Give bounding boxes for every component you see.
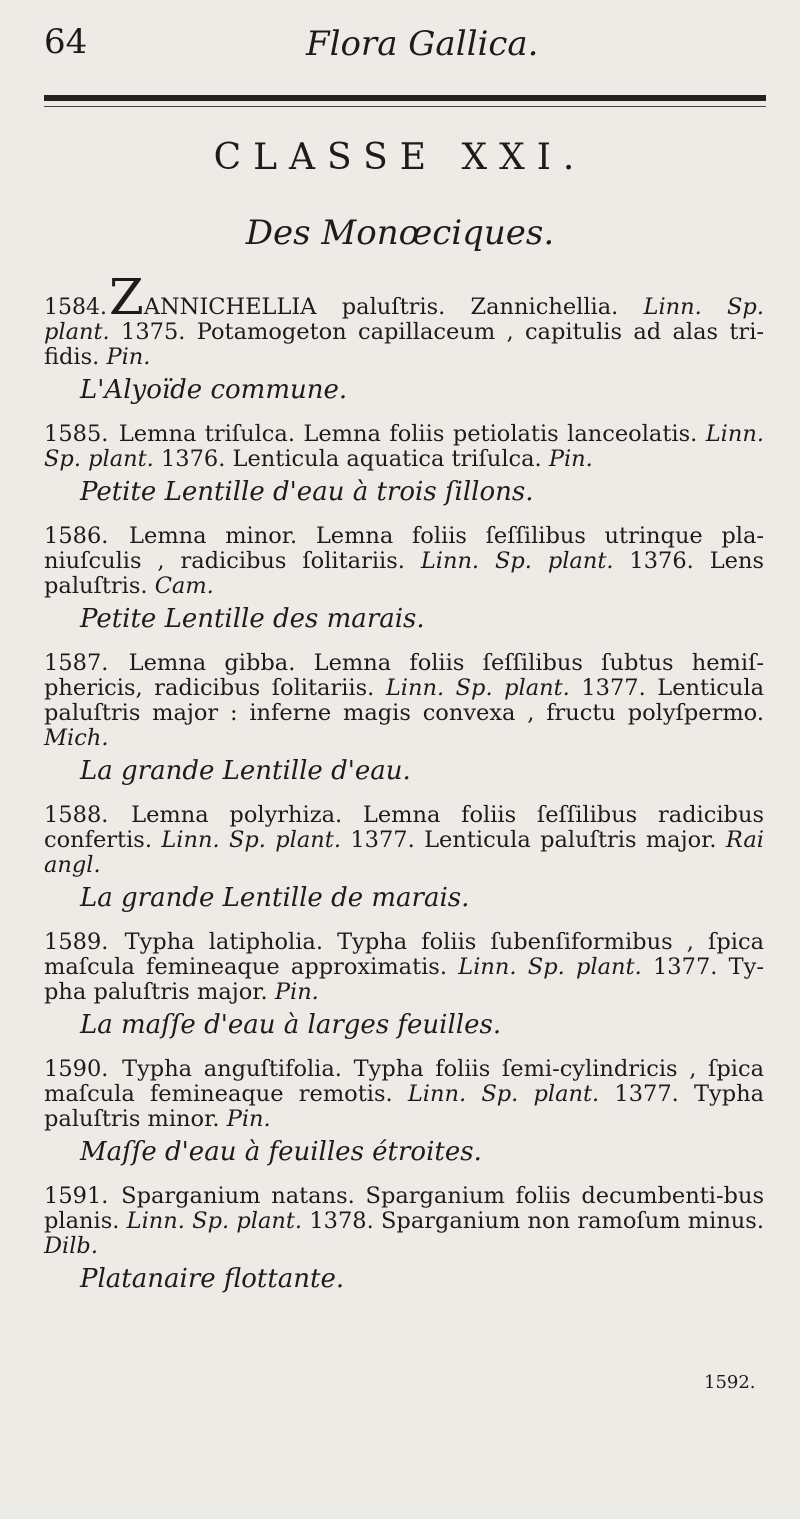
entry-text: Lemna minor. Lemna foliis ſeſſilibus utrinque pla-niuſculis , radicibus ſolitariis.	[44, 523, 764, 574]
french-name: L'Alyoïde commune.	[80, 375, 348, 405]
entry-ref: Linn. Sp. plant.	[458, 954, 642, 980]
entry-text: Lemna gibba. Lemna foliis ſeſſilibus ſubtus hemiſ-phericis, radicibus ſolitariis.	[44, 650, 764, 701]
header-rule-thin	[44, 106, 766, 107]
french-name: Platanaire flottante.	[80, 1264, 345, 1294]
entry-text-2: 1377. Lenticula paluſtris major.	[340, 827, 726, 853]
entry-1588	[44, 803, 764, 914]
french-name: Maſſe d'eau à feuilles étroites.	[80, 1137, 482, 1167]
entry-source: Pin.	[548, 446, 593, 472]
entry-number: 1586.	[44, 523, 109, 549]
entry-1586	[44, 524, 764, 635]
entry-number: 1587.	[44, 650, 109, 676]
initial-letter: Z	[108, 268, 144, 326]
entry-1590	[44, 1057, 764, 1168]
entry-text: paluſtris. Zannichellia.	[316, 294, 644, 320]
entry-source: Pin.	[106, 344, 151, 370]
entry-source: Dilb.	[44, 1233, 98, 1259]
entry-text: Lemna triſulca. Lemna foliis petiolatis lanceolatis.	[110, 421, 706, 447]
entry-latin	[44, 422, 764, 472]
entry-ref: Linn. Sp. plant.	[385, 675, 570, 701]
entry-source: Cam.	[154, 573, 214, 599]
entry-latin	[44, 524, 764, 599]
entry-ref: Linn. Sp. plant.	[126, 1208, 303, 1234]
page-number: 64	[44, 22, 88, 62]
entry-ref: Linn. Sp. plant.	[161, 827, 341, 853]
entry-1589	[44, 930, 764, 1041]
entry-number: 1588.	[44, 802, 109, 828]
entry-text-2: 1378. Sparganium non ramoſum minus.	[302, 1208, 764, 1234]
french-name: La maſſe d'eau à larges feuilles.	[80, 1010, 502, 1040]
entry-number: 1585.	[44, 421, 109, 447]
entry-source: Rai angl.	[44, 827, 764, 878]
entry-1584	[44, 268, 764, 406]
entry-latin	[44, 268, 764, 370]
entry-text-2: 1375. Potamogeton capillaceum , capitulis ad alas tri-fidis.	[44, 319, 764, 370]
class-subtitle: Des Monœciques.	[245, 213, 555, 253]
genus-name: ANNICHELLIA	[143, 294, 317, 320]
class-title: CLASSE XXI.	[213, 137, 587, 178]
catchword: 1592.	[704, 1372, 756, 1393]
french-name: La grande Lentille d'eau.	[80, 756, 411, 786]
entry-ref: Linn. Sp. plant.	[44, 294, 764, 345]
entry-ref: Linn. Sp. plant.	[44, 421, 764, 472]
entry-ref: Linn. Sp. plant.	[420, 548, 614, 574]
entry-text-2: 1377. Lenticula paluſtris major : inferne magis convexa , fructu polyſpermo.	[44, 675, 764, 726]
entry-source: Pin.	[226, 1106, 271, 1132]
entry-1587	[44, 651, 764, 787]
entry-1591	[44, 1184, 764, 1295]
entry-source: Mich.	[44, 725, 109, 751]
entry-latin	[44, 803, 764, 878]
french-name: La grande Lentille de marais.	[80, 883, 470, 913]
entry-text: Typha latipholia. Typha foliis ſubenſiformibus , ſpica maſcula femineaque approximatis.	[44, 929, 764, 980]
french-name: Petite Lentille d'eau à trois ſillons.	[80, 477, 534, 507]
entry-latin	[44, 651, 764, 751]
running-title: Flora Gallica.	[306, 24, 539, 64]
entry-text: Typha anguſtifolia. Typha foliis ſemi-cylindricis , ſpica maſcula femineaque remotis.	[44, 1056, 764, 1107]
entry-text: Sparganium natans. Sparganium foliis decumbenti-bus planis.	[44, 1183, 764, 1234]
entries-list	[44, 268, 765, 1311]
entry-number: 1584.	[44, 295, 107, 320]
entry-text-2: 1377. Ty-pha paluſtris major.	[44, 954, 764, 1005]
entry-text-2: 1376. Lens paluſtris.	[44, 548, 765, 599]
entry-latin	[44, 930, 764, 1005]
entry-number: 1591.	[44, 1183, 109, 1209]
entry-ref: Linn. Sp. plant.	[407, 1081, 600, 1107]
running-head	[44, 18, 764, 68]
entry-text-2: 1377. Typha paluſtris minor.	[44, 1081, 765, 1132]
entry-text: Lemna polyrhiza. Lemna foliis ſeſſilibus radicibus confertis.	[44, 802, 764, 853]
entry-text-2: 1376. Lenticula aquatica triſulca.	[153, 446, 549, 472]
header-rule	[44, 95, 766, 101]
french-name: Petite Lentille des marais.	[80, 604, 425, 634]
entry-number: 1589.	[44, 929, 109, 955]
entry-number: 1590.	[44, 1056, 109, 1082]
entry-latin	[44, 1184, 764, 1259]
entry-latin	[44, 1057, 764, 1132]
entry-1585	[44, 422, 764, 508]
entry-source: Pin.	[274, 979, 319, 1005]
